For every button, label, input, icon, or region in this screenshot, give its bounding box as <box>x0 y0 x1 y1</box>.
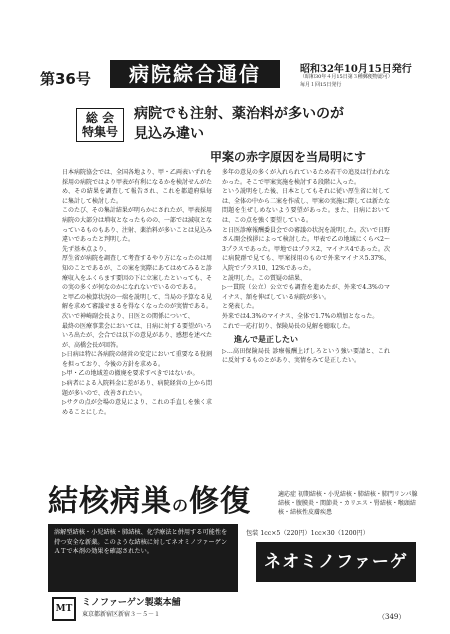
ad-brand: ネオミノファーゲンA・T <box>256 542 416 582</box>
left-column <box>62 168 212 417</box>
company-logo: MT <box>52 597 76 621</box>
issue-number: 第36号 <box>40 70 91 88</box>
paragraph: 先ず基本点より、 <box>62 245 111 253</box>
advertisement <box>28 476 420 634</box>
topic-box <box>76 108 124 142</box>
frequency-line: 毎月１回15日発行 <box>300 82 342 88</box>
paragraph: 多年の意見の多くが入れられているため若干の追及は行われなかった。そこで甲案実施を検討する段階に入った。 <box>222 169 391 186</box>
paragraph: という説明をした後、日本としてもそれに従い厚生省に対しては、全体の中から二案を作成し、甲案の実施に際しては新たな問題を生ぜしめないよう要望があった。また、日病においては、この点を強く要望している。 <box>222 188 391 224</box>
paragraph: ▷…高田保険局長 診療報酬上げしろという強い要請と、これに反対するものとがあり、実情をみて是正したい。 <box>222 347 390 365</box>
right-column <box>222 168 390 366</box>
ad-title-main: 結核病巣 <box>48 484 172 519</box>
paragraph: 外来では4.3%のマイナス、全体で1.7%の増加となった。 <box>222 312 379 320</box>
company-name: ミノファーゲン製薬本舗 <box>82 598 181 608</box>
ad-title-particle: の <box>172 496 190 515</box>
paragraph: と日医診療報酬委員会での審議の状況を説明した。次いで日野さん開会挨拶によって検討した。甲表で乙の地域にくらべ2～3プラスであった。甲地ではプラス2、マイナス4であった。次に病院群で見ても、甲案採用のもので外来マイナス5.37%、入院でプラス10、12%であった。 <box>222 226 391 272</box>
subheadline: 甲案の赤字原因を当局明にす <box>210 150 367 164</box>
paragraph: 厚生省が病院を調査して考査するやり方になったのは周知のことであるが、この案を実際にあてはめてみると診療収入をふくらます要因の下に立案したといっても、その実の多くが何なのかになれないでいるのである。 <box>62 255 213 292</box>
paragraph: と甲乙の検算状況の一端を説明して、当局の予算なる見解を求めて審議せまるを得なくなったのが実情である。次いで神崎副会長より、日医との関係について、 <box>62 293 213 320</box>
ad-company <box>48 595 228 625</box>
paragraph: 最終の医療事業会においては、日病に対する要望がいろいろ出たが、会合では以下の意見があり、感想を述べたが、高橋会長が回答。 <box>62 322 213 349</box>
page-number: （349） <box>378 613 406 621</box>
paragraph: これで一応打切り、保険局長の見解を聴取した。 <box>222 322 355 330</box>
publication-date: 昭和32年10月15日発行 <box>300 64 412 75</box>
section-heading: 進んで是正したい <box>234 334 298 345</box>
paragraph: ▷病者による入院料金に差があり、病院経営の上から問題が多いので、改善されたい。 <box>62 380 212 397</box>
ad-packaging: 包装 1cc×5（220円）1cc×30（1200円） <box>246 530 369 537</box>
registration-line: （昭和30年４月15日第３種郵便物認可） <box>300 74 393 80</box>
paragraph: ▷サクの点が会場の意見により、これの手直しを強く求めることにした。 <box>62 399 212 416</box>
headline <box>134 104 344 144</box>
topic-label-1: 総 会 <box>85 111 115 125</box>
paragraph: ▷日病は特に各病院の経営の安定において重要なる役割を担っており、今後の方針を求める。 <box>62 351 212 368</box>
ad-indications: 適応症 初期結核・小児結核・肺結核・肺門リンパ腺結核・腹膜炎・関節炎・カリエス・腎結核・喉頭結核・結核性皮膚疾患 <box>278 491 418 516</box>
headline-line-2: 見込み違い <box>134 126 204 142</box>
masthead: 病院綜合通信 <box>110 60 280 88</box>
paragraph: と発表した。 <box>222 303 259 311</box>
ad-title-end: 修復 <box>189 484 252 519</box>
paragraph: と説明した。この質疑の結果、 <box>222 274 307 282</box>
paragraph: ▷甲・乙の地域差の撤廃を要求すべきではないか。 <box>62 370 199 378</box>
headline-line-1: 病院でも注射、薬治料が多いのが <box>134 106 344 122</box>
paragraph: このたび、その集計結果が明らかにされたが、甲表採用病院の大部分は増収となったものの、一部では減収となっているものもあり、注射、薬治料が多いことは見込み違いであったと判明した。 <box>62 207 213 244</box>
ad-body: 溶解型結核・小児結核・肺結核、化学療法と併用する可能性を持つ安全な新薬。このような結核に対してネオミノファーゲンＡＴで本剤の効果を確認されたい。 <box>48 524 238 592</box>
paragraph: ▷一貫院（公立）公立でも調査を進めたが、外来で4.3%のマイナス、額を伸ばしている病院が多い。 <box>222 284 390 301</box>
topic-label-2: 特集号 <box>81 125 118 139</box>
company-address: 東京都新宿区新宿３－５－１ <box>82 611 161 618</box>
ad-header <box>28 476 420 520</box>
ad-title <box>48 476 251 520</box>
paragraph: 日本病院協会では、全国各地より、甲・乙両表いずれを採用の病院ではより甲表が有利になるかを検討せんがため、その結果を調査して報告され、これを都道府県毎に集計して検討した。 <box>62 169 213 205</box>
